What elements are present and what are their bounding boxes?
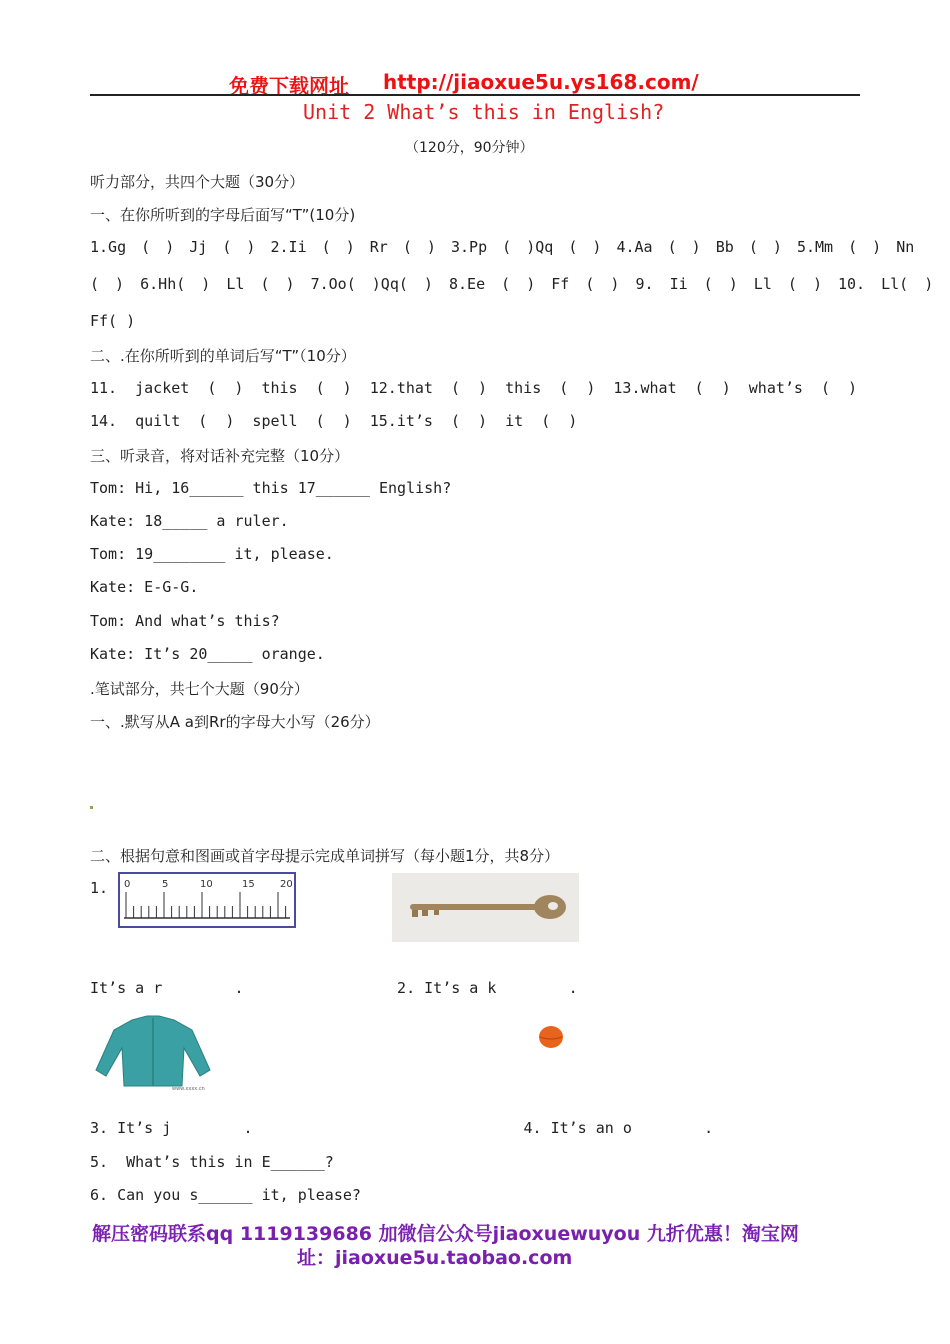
ruler-tick-label-20: 20 — [280, 879, 293, 890]
page-title: Unit 2 What’s this in English? — [303, 100, 665, 124]
key-tooth-3 — [434, 910, 439, 915]
ruler-tick-label-5: 5 — [162, 879, 169, 890]
jacket-svg — [92, 1012, 214, 1092]
part1-line-2: ( ) 6.Hh( ) Ll ( ) 7.Oo( )Qq( ) 8.Ee ( ) Ff ( ) 9. Ii ( ) Ll ( ) 10. Ll( ) — [90, 275, 934, 293]
dialogue-line-1: Tom: Hi, 16______ this 17______ English? — [90, 479, 452, 497]
jacket-watermark: www.xxxx.cn — [172, 1086, 205, 1092]
key-shaft — [410, 904, 545, 910]
ruler-tick-label-0: 0 — [124, 879, 131, 890]
ruler-tick-label-10: 10 — [200, 879, 213, 890]
header-divider — [90, 94, 860, 96]
part1-line-3: Ff( ) — [90, 312, 136, 330]
footer-line-2[interactable]: 址：jiaoxue5u.taobao.com — [297, 1247, 573, 1269]
written-part1-heading: 一、.默写从A a到Rr的字母大小写（26分） — [90, 713, 380, 731]
listening-part3-heading: 三、听录音，将对话补充完整（10分） — [90, 447, 350, 465]
ruler-tick-label-15: 15 — [242, 879, 255, 890]
part2-line-2: 14. quilt ( ) spell ( ) 15.it’s ( ) it ( ) — [90, 412, 578, 430]
question-6: 6. Can you s______ it, please? — [90, 1186, 361, 1204]
jacket-picture — [92, 1012, 214, 1092]
key-picture — [392, 873, 579, 942]
page-subtitle: （120分，90分钟） — [405, 140, 534, 156]
written-heading: .笔试部分，共七个大题（90分） — [90, 680, 309, 698]
listening-heading: 听力部分，共四个大题（30分） — [90, 173, 305, 191]
dialogue-line-5: Tom: And what’s this? — [90, 612, 280, 630]
header-label: 免费下载网址 — [229, 74, 349, 98]
key-bow-hole — [548, 902, 558, 910]
listening-part1-heading: 一、在你所听到的字母后面写“T”(10分) — [90, 206, 356, 224]
dialogue-line-2: Kate: 18_____ a ruler. — [90, 512, 289, 530]
stray-dot — [90, 806, 93, 809]
footer-line-1: 解压密码联系qq 1119139686 加微信公众号jiaoxuewuyou 九折优惠！淘宝网 — [92, 1223, 799, 1245]
dialogue-line-4: Kate: E-G-G. — [90, 578, 199, 596]
dialogue-line-3: Tom: 19________ it, please. — [90, 545, 334, 563]
ruler-ticks — [126, 892, 286, 918]
listening-part2-heading: 二、.在你所听到的单词后写“T”（10分） — [90, 347, 356, 365]
part1-line-1: 1.Gg ( ) Jj ( ) 2.Ii ( ) Rr ( ) 3.Pp ( )Qq ( ) 4.Aa ( ) Bb ( ) 5.Mm ( ) Nn — [90, 238, 915, 256]
written-part2-heading: 二、根据句意和图画或首字母提示完成单词拼写（每小题1分，共8分） — [90, 847, 560, 865]
question-3-4-line: 3. It’s j . 4. It’s an o . — [90, 1119, 714, 1137]
ruler-picture — [118, 872, 296, 928]
orange-fruit — [539, 1026, 563, 1048]
orange-svg — [533, 1019, 569, 1055]
key-tooth-2 — [422, 910, 428, 916]
dialogue-line-6: Kate: It’s 20_____ orange. — [90, 645, 325, 663]
question-1-number: 1. — [90, 879, 109, 897]
question-5: 5. What’s this in E______? — [90, 1153, 334, 1171]
key-tooth-1 — [412, 910, 418, 917]
orange-picture — [533, 1019, 569, 1055]
header-url-link[interactable]: http://jiaoxue5u.ys168.com/ — [383, 70, 699, 94]
part2-line-1: 11. jacket ( ) this ( ) 12.that ( ) this ( ) 13.what ( ) what’s ( ) — [90, 379, 858, 397]
ruler-svg — [120, 874, 294, 926]
question-1-2-line: It’s a r . 2. It’s a k . — [90, 979, 578, 997]
key-svg — [392, 873, 579, 942]
